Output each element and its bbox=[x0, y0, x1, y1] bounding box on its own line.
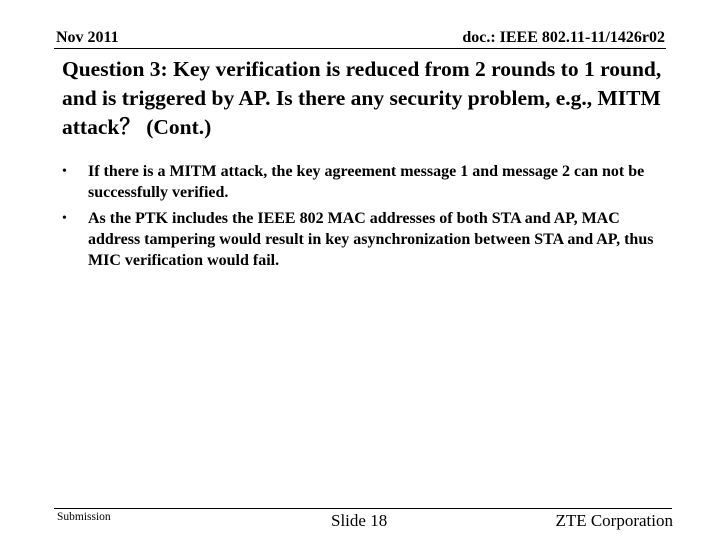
footer-divider bbox=[54, 508, 672, 509]
bullet-text: If there is a MITM attack, the key agreement message 1 and message 2 can not be successfully verified. bbox=[88, 163, 645, 201]
slide-number: Slide 18 bbox=[331, 511, 388, 530]
header-date: Nov 2011 bbox=[56, 29, 119, 46]
bullet-text: As the PTK includes the IEEE 802 MAC addresses of both STA and AP, MAC address tampering would result in key asynchronization between STA and AP, thus MIC verification would fail. bbox=[88, 210, 654, 269]
footer-company: ZTE Corporation bbox=[555, 511, 673, 530]
bullet-marker: • bbox=[62, 164, 67, 179]
bullet-list bbox=[62, 161, 662, 276]
header-divider bbox=[54, 48, 666, 49]
bullet-item bbox=[62, 208, 662, 271]
slide-title: Question 3: Key verification is reduced from 2 rounds to 1 round, and is triggered by AP. Is there any security problem, e.g., MITM attack？ (Cont.) bbox=[62, 57, 662, 139]
bullet-item bbox=[62, 161, 662, 203]
footer-submission: Submission bbox=[57, 511, 111, 523]
header-doc-id: doc.: IEEE 802.11-11/1426r02 bbox=[462, 29, 665, 46]
bullet-marker: • bbox=[62, 211, 67, 226]
